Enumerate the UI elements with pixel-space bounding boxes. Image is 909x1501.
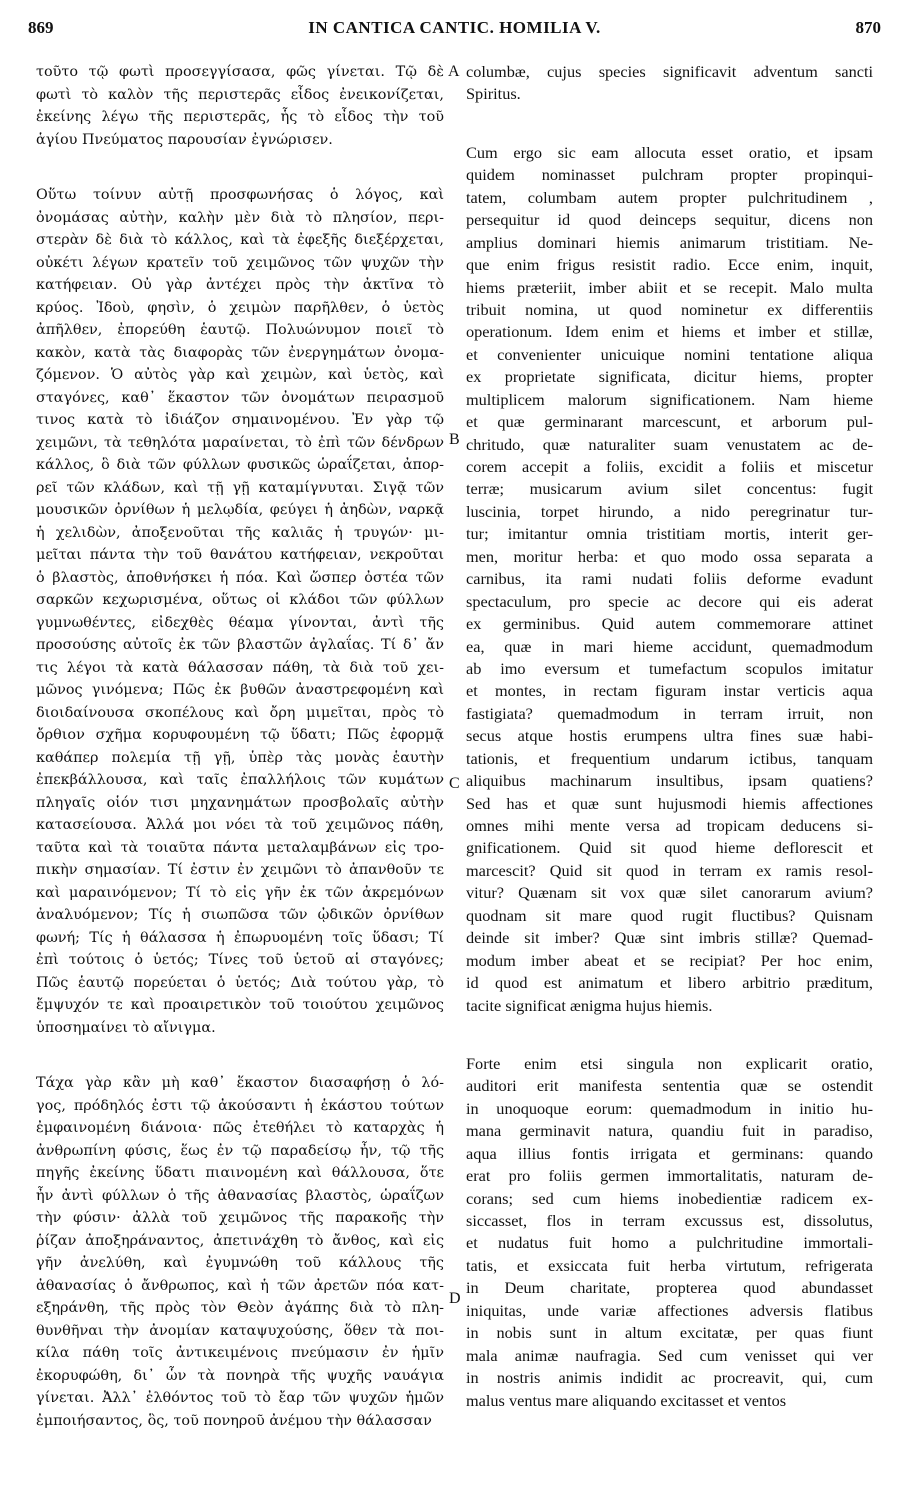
- text-line: ὑποσημαίνει τὸ αἴνιγμα.: [36, 1019, 216, 1036]
- text-line: ἐκορυφώθη, δι᾽ ὧν τὰ πονηρὰ τῆς ψυχῆς ναυάγια: [36, 1367, 444, 1384]
- latin-paragraph: [466, 142, 873, 1017]
- text-line: Οὕτω τοίνυν αὐτῇ προσφωνήσας ὁ λόγος, καὶ: [36, 187, 444, 203]
- greek-paragraph: [36, 184, 444, 1039]
- text-line: καθάπερ πολεμία τῇ γῇ, ὑπὲρ τὰς μονὰς ἑαυτὴν: [36, 749, 444, 766]
- text-line: terræ; musicarum avium silet concentus: fugit: [466, 479, 873, 499]
- text-line: amplius dominari hiemis animarum tristitiam. Ne-: [466, 232, 873, 252]
- latin-paragraph: [466, 61, 873, 106]
- text-line: κρύος. Ἰδοὺ, φησὶν, ὁ χειμὼν παρῆλθεν, ὁ ὑετὸς: [36, 299, 444, 316]
- text-line: columbæ, cujus species significavit adventum sancti: [466, 62, 873, 81]
- text-line: καὶ μαραινόμενον; Τί τὸ εἰς γῆν ἐκ τῶν ἀκρεμόνων: [36, 884, 444, 901]
- text-line: κατασείουσα. Ἀλλά μοι νόει τὰ τοῦ χειμῶνος πάθη,: [36, 817, 444, 833]
- text-line: men, moritur herba: et quo modo ossa separata a: [466, 546, 873, 566]
- text-line: γυμνωθέντες, εἰδεχθὲς θέαμα γίνονται, ἀντὶ τῆς: [36, 614, 444, 631]
- text-line: tationis, et frequentium undarum ictibus, tanquam: [466, 748, 873, 768]
- text-line: μουσικῶν ὀρνίθων ἡ μελῳδία, φεύγει ἡ ἀηδὼν, ναρκᾷ: [36, 502, 444, 518]
- text-line: ζόμενον. Ὁ αὐτὸς γὰρ καὶ χειμὼν, καὶ ὑετὸς, καὶ: [36, 367, 444, 383]
- text-line: ἔμψυχόν τε καὶ προαιρετικὸν τοῦ τοιούτου χειμῶνος: [36, 997, 444, 1013]
- text-line: in nostris animis indidit ac procreavit, qui, cum: [466, 1368, 873, 1388]
- text-line: in unoquoque eorum: quemadmodum in initio hu-: [466, 1098, 873, 1118]
- latin-text-column: [466, 61, 873, 1412]
- right-page-number: 870: [855, 18, 881, 37]
- text-line: id quod est animatum et libero arbitrio præditum,: [466, 973, 873, 993]
- text-line: tatis, et exsiccata fuit herba virtutum, refrigerata: [466, 1255, 873, 1275]
- text-line: vitur? Quænam sit vox quæ silet canorarum avium?: [466, 883, 873, 903]
- text-line: ἀθανασίας ὁ ἄνθρωπος, καὶ ἡ τῶν ἀρετῶν πόα κατ-: [36, 1277, 444, 1294]
- text-line: gnificationem. Quid sit quod hieme deflorescit et: [466, 838, 873, 858]
- paragraph-gap: [466, 1017, 873, 1053]
- text-line: luscinia, torpet hirundo, a nido peregrinatur tur-: [466, 501, 873, 521]
- text-line: διοιδαίνουσα σκοπέλους καὶ ὄρη μιμεῖται, πρὸς τὸ: [36, 704, 444, 721]
- text-line: ταῦτα καὶ τὰ τοιαῦτα πάντα μεταλαμβάνων εἰς τρο-: [36, 839, 444, 856]
- text-line: multiplicem malorum significationem. Nam hieme: [466, 389, 873, 409]
- text-line: tatem, columbam autem propter pulchritudinem ,: [466, 187, 873, 207]
- text-line: ρεῖ τῶν κλάδων, καὶ τῇ γῇ καταμίγνυται. Σιγᾷ τῶν: [36, 479, 444, 496]
- text-line: προσούσης αὐτοῖς ἐκ τῶν βλαστῶν ἀγλαΐας. Τί δ᾽ ἄν: [36, 637, 444, 653]
- text-line: κάλλος, ὃ διὰ τῶν φύλλων φυσικῶς ὡραΐζεται, ἀπορ-: [36, 457, 444, 473]
- text-line: Πῶς ἑαυτῷ πορεύεται ὁ ὑετός; Διὰ τούτου γὰρ, τὸ: [36, 974, 444, 991]
- running-header: [22, 10, 887, 44]
- text-line: ἐκείνης λέγω τῆς περιστερᾶς, ἧς τὸ εἶδος τὴν τοῦ: [36, 109, 444, 125]
- text-line: hiems præteriit, imber abiit et se recepit. Malo multa: [466, 277, 873, 297]
- text-line: in Deum charitate, propterea quod abundasset: [466, 1278, 873, 1298]
- text-line: θυνθῆναι τὴν ἀνομίαν καταψυχούσης, ὅθεν τὰ ποι-: [36, 1322, 444, 1339]
- text-line: ἐμποιήσαντος, ὃς, τοῦ πονηροῦ ἀνέμου τὴν θάλασσαν: [36, 1412, 432, 1429]
- text-line: mana germinavit natura, quandiu fuit in paradiso,: [466, 1121, 873, 1141]
- text-line: omnes mihi mente versa ad tropicam deducens si-: [466, 816, 873, 835]
- text-line: ὁ βλαστὸς, ἀποθνήσκει ἡ πόα. Καὶ ὥσπερ ὀστέα τῶν: [36, 569, 444, 586]
- margin-letter-a: A: [448, 63, 460, 80]
- text-line: στερὰν δὲ διὰ τὸ κάλλος, καὶ τὰ ἐφεξῆς διεξέρχεται,: [36, 232, 444, 248]
- text-line: ἐπὶ τούτοις ὁ ὑετός; Τίνες τοῦ ὑετοῦ αἱ σταγόνες;: [36, 952, 444, 968]
- text-line: φωνή; Τίς ἡ θάλασσα ἡ ἐπωρυομένη τοῖς ὕδασι; Τί: [36, 929, 444, 946]
- text-line: Forte enim etsi singula non explicarit oratio,: [466, 1053, 873, 1073]
- text-line: ὀνομάσας αὐτὴν, καλὴν μὲν διὰ τὸ πλησίον, περι-: [36, 209, 444, 226]
- text-line: tur; imitantur omnia tristitiam mortis, interit ger-: [466, 524, 873, 544]
- text-line: ἀνθρωπίνη φύσις, ἕως ἐν τῷ παραδείσῳ ἦν, τῷ τῆς: [36, 1142, 444, 1159]
- text-line: Spiritus.: [466, 84, 521, 104]
- text-line: persequitur id quod deinceps sequitur, dicens non: [466, 210, 873, 230]
- text-line: erat pro foliis germen immortalitatis, naturam de-: [466, 1166, 873, 1186]
- text-line: deinde sit imber? Quæ sint imbris stillæ? Quemad-: [466, 928, 873, 948]
- text-line: τις λέγοι τὰ κατὰ θάλασσαν πάθη, τὰ διὰ τοῦ χει-: [36, 659, 444, 676]
- text-line: ἁγίου Πνεύματος παρουσίαν ἐγνώρισεν.: [36, 131, 333, 148]
- paragraph-gap: [466, 106, 873, 142]
- text-line: ἐπεκβάλλουσα, καὶ ταῖς ἐπαλλήλοις τῶν κυμάτων: [36, 772, 444, 788]
- text-line: κίλα πάθη τοῖς ἀντικειμένοις πνεύμασιν ἐν ἡμῖν: [36, 1345, 444, 1361]
- text-line: ἦν ἀντὶ φύλλων ὁ τῆς ἀθανασίας βλαστὸς, ὡραΐζων: [36, 1187, 444, 1204]
- text-line: operationum. Idem enim et hiems et imber et stillæ,: [466, 322, 873, 342]
- text-line: aliquibus machinarum insultibus, ipsam quatiens?: [466, 771, 873, 791]
- text-line: ἀπῆλθεν, ἐπορεύθη ἑαυτῷ. Πολυώνυμον ποιεῖ τὸ: [36, 322, 444, 338]
- text-line: chritudo, quæ naturaliter suam venustatem ac de-: [466, 434, 873, 454]
- text-line: ab imo eversum et tumefactum scopulos imitatur: [466, 658, 873, 678]
- margin-letter-d: D: [449, 1290, 461, 1307]
- text-line: malus ventus mare aliquando excitasset et ventos: [466, 1390, 787, 1410]
- latin-paragraph: [466, 1053, 873, 1412]
- text-line: γῆν ἀνελύθη, καὶ ἐγυμνώθη τοῦ κάλλους τῆς: [36, 1255, 444, 1271]
- text-line: σταγόνες, καθ᾽ ἕκαστον τῶν ὀνομάτων πειρασμοῦ: [36, 389, 444, 406]
- text-line: corem accepit a foliis, excidit a foliis et miscetur: [466, 457, 873, 476]
- text-line: ex germinibus. Quid autem commemorare attinet: [466, 614, 873, 634]
- paragraph-gap: [36, 1039, 444, 1072]
- text-line: ἐμφαινομένη διάνοια· πῶς ἐτεθήλει τὸ καταρχὰς ἡ: [36, 1120, 444, 1136]
- text-line: fastigiata? quemadmodum in terram irruit, non: [466, 703, 873, 723]
- text-line: que enim frigus resistit radio. Ecce enim, inquit,: [466, 255, 873, 275]
- text-line: iniquitas, unde variæ affectiones adversis flatibus: [466, 1300, 873, 1320]
- text-line: ὄρθιον σχῆμα κορυφουμένη τῷ ὕδατι; Πῶς ἐφορμᾷ: [36, 727, 444, 743]
- greek-paragraph: [36, 1072, 444, 1432]
- text-line: tacite significat ænigma hujus hiemis.: [466, 995, 713, 1015]
- text-line: siccasset, flos in terram excussus est, dissolutus,: [466, 1211, 873, 1230]
- text-line: εξηράνθη, τῆς πρὸς τὸν Θεὸν ἀγάπης διὰ τὸ πλη-: [36, 1300, 444, 1316]
- greek-text-column: [36, 61, 444, 1432]
- text-line: tribuit nomina, ut quod nominetur ex differentiis: [466, 299, 873, 319]
- text-line: auditori erit manifesta sententia quæ se ostendit: [466, 1076, 873, 1096]
- text-line: ῥίζαν ἀποξηράναντος, ἀπετινάχθη τὸ ἄνθος, καὶ εἰς: [36, 1232, 444, 1249]
- text-line: modum imber abeat et se recipiat? Per hoc enim,: [466, 950, 873, 970]
- text-line: πληγαῖς οἱόν τισι μηχανημάτων προσβολαῖς αὐτὴν: [36, 794, 444, 811]
- text-line: et montes, in rectam figuram instar verticis aqua: [466, 681, 873, 701]
- text-line: κατήφειαν. Οὐ γὰρ ἀντέχει πρὸς τὴν ἀκτῖνα τὸ: [36, 277, 444, 293]
- margin-letter-c: C: [449, 775, 460, 792]
- text-line: secus atque hostis erumpens ultra fines suæ habi-: [466, 726, 873, 746]
- text-line: corans; sed cum hiems inobedientiæ radicem ex-: [466, 1188, 873, 1208]
- text-line: γίνεται. Ἀλλ᾽ ἐλθόντος τοῦ τὸ ἔαρ τῶν ψυχῶν ἡμῶν: [36, 1390, 444, 1406]
- text-line: ea, quæ in mari hieme accidunt, quemadmodum: [466, 636, 873, 656]
- text-line: Cum ergo sic eam allocuta esset oratio, et ipsam: [466, 142, 873, 162]
- text-line: μῶνος γινόμενα; Πῶς ἐκ βυθῶν ἀναστρεφομένη καὶ: [36, 682, 444, 698]
- text-line: spectaculum, pro specie ac decore qui eis aderat: [466, 591, 873, 611]
- text-line: quodnam sit mare quod rugit fluctibus? Quisnam: [466, 905, 873, 925]
- text-line: quidem nominasset pulchram propter propinqui-: [466, 165, 873, 185]
- text-line: κακὸν, κατὰ τὰς διαφορὰς τῶν ἐνεργημάτων ὀνομα-: [36, 344, 444, 361]
- text-line: ἡ χελιδὼν, ἀποξενοῦται τῆς καλιᾶς ἡ τρυγών· μι-: [36, 524, 444, 541]
- text-line: πικὴν σημασίαν. Τί ἐστιν ἐν χειμῶνι τὸ ἀπανθοῦν τε: [36, 862, 444, 878]
- text-line: πηγῆς ἐκείνης ὕδατι πιαινομένη καὶ θάλλουσα, ὅτε: [36, 1165, 444, 1181]
- text-line: et convenienter unicuique nomini tentatione aliqua: [466, 344, 873, 364]
- text-line: carnibus, ita rami nudati foliis deforme evadunt: [466, 569, 873, 589]
- text-line: χειμῶνι, τὰ τεθηλότα μαραίνεται, τὸ ἐπὶ τῶν δένδρων: [36, 434, 444, 451]
- text-line: Sed has et quæ sunt hujusmodi hiemis affectiones: [466, 793, 873, 813]
- text-line: φωτὶ τὸ καλὸν τῆς περιστερᾶς εἶδος ἐνεικονίζεται,: [36, 86, 444, 103]
- text-line: σαρκῶν κεχωρισμένα, οὕτως οἱ κλάδοι τῶν φύλλων: [36, 592, 444, 608]
- text-line: τὴν φύσιν· ἀλλὰ τοῦ χειμῶνος τῆς παρακοῆς τὴν: [36, 1210, 444, 1226]
- text-line: Τάχα γὰρ κἂν μὴ καθ᾽ ἕκαστον διασαφήσῃ ὁ λό-: [36, 1075, 444, 1091]
- text-line: τινος κατὰ τὸ ἰδιάζον σημαινομένου. Ἐν γὰρ τῷ: [36, 412, 444, 428]
- text-line: mala animæ naufragia. Sed cum venisset qui ver: [466, 1345, 873, 1365]
- text-line: τοῦτο τῷ φωτὶ προσεγγίσασα, φῶς γίνεται. Τῷ δὲ: [36, 64, 444, 80]
- margin-letter-b: B: [449, 431, 460, 448]
- text-line: in nobis sunt in altum excitatæ, per quas fiunt: [466, 1323, 873, 1343]
- left-page-number: 869: [28, 18, 54, 37]
- text-line: et quæ germinarant marcescunt, et arborum pul-: [466, 412, 873, 432]
- paragraph-gap: [36, 151, 444, 184]
- greek-paragraph: [36, 61, 444, 151]
- text-line: μεῖται πάντα τὴν τοῦ θανάτου κατήφειαν, νεκροῦται: [36, 547, 444, 563]
- text-line: et nudatus fuit homo a pulchritudine immortali-: [466, 1233, 873, 1253]
- text-line: γος, πρόδηλός ἐστι τῷ ἀκούσαντι ἡ ἑκάστου τούτων: [36, 1097, 444, 1114]
- text-line: marcescit? Quid sit quod in terram ex ramis resol-: [466, 860, 873, 880]
- running-title: IN CANTICA CANTIC. HOMILIA V.: [308, 18, 601, 37]
- text-line: aqua illius fontis irrigata et germinans: quando: [466, 1143, 873, 1163]
- text-line: ex proprietate significata, dicitur hiems, propter: [466, 367, 873, 387]
- text-line: ἀναλυόμενον; Τίς ἡ σιωπῶσα τῶν ᾠδικῶν ὀρνίθων: [36, 907, 444, 923]
- text-line: οὐκέτι λέγων κρατεῖν τοῦ χειμῶνος τῶν ψυχῶν τὴν: [36, 254, 444, 271]
